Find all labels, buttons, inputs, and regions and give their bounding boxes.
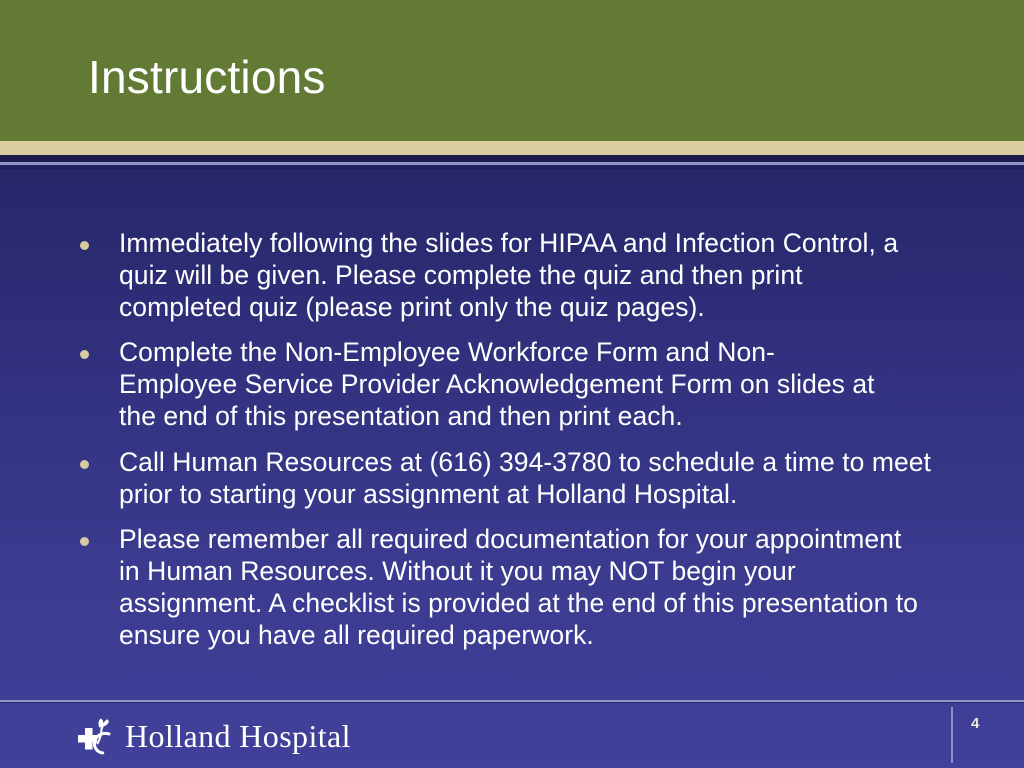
brand-logo <box>76 715 351 757</box>
bullet-dot-icon <box>80 537 89 546</box>
bullet-dot-icon <box>80 350 89 359</box>
slide-footer <box>0 703 1024 768</box>
bullet-dot-icon <box>80 460 89 469</box>
page-title: Instructions <box>88 51 326 103</box>
page-number: 4 <box>971 715 980 732</box>
accent-band-navy <box>0 155 1024 162</box>
list-item <box>80 524 960 651</box>
list-item-text: Please remember all required documentation for your appointment in Human Resources. Without it you may NOT begin your assignment. A checklist is provided at the end of this presentation to ensure you have all required paperwork. <box>119 524 918 650</box>
list-item-text: Immediately following the slides for HIPAA and Infection Control, a quiz will be given. Please complete the quiz and then print completed quiz (please print only the quiz pages). <box>119 228 899 322</box>
list-item <box>80 447 960 511</box>
list-item-text: Complete the Non-Employee Workforce Form and Non-Employee Service Provider Acknowledgement Form on slides at the end of this presentation and then print each. <box>119 337 875 431</box>
page-number-divider <box>951 707 953 763</box>
brand-logo-text: Holland Hospital <box>125 718 351 754</box>
accent-band-tan <box>0 141 1024 155</box>
tulip-cross-logo-icon <box>76 715 116 757</box>
list-item-text: Call Human Resources at (616) 394-3780 to schedule a time to meet prior to starting your assignment at Holland Hospital. <box>119 446 931 509</box>
slide-body <box>80 228 960 652</box>
list-item <box>80 228 960 323</box>
list-item <box>80 337 960 432</box>
bullet-dot-icon <box>80 241 89 250</box>
accent-band-navy-lower <box>0 165 1024 169</box>
